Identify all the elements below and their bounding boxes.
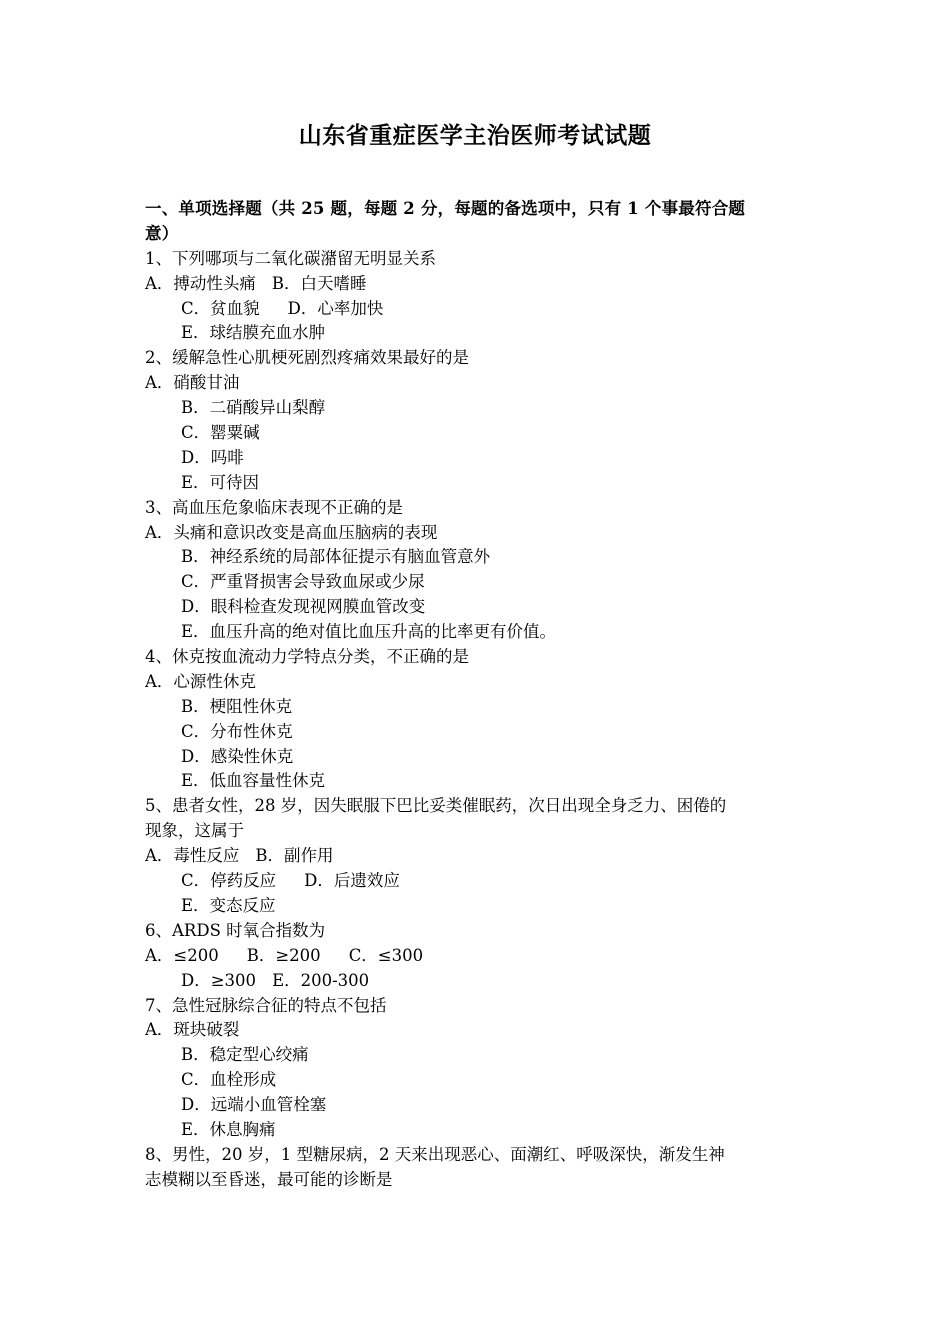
option-b: B．稳定型心绞痛 — [181, 1045, 309, 1065]
option-c: C．分布性休克 — [181, 721, 293, 741]
option-d: D．心率加快 — [287, 298, 384, 318]
option-a: A．斑块破裂 — [145, 1020, 240, 1040]
option-a: A．毒性反应 — [145, 846, 240, 866]
question-6-options-de — [145, 969, 810, 994]
option-c: C．贫血貌 — [181, 298, 260, 318]
option-e: E．低血容量性休克 — [181, 771, 326, 791]
exam-content — [145, 197, 810, 1193]
option-d: D．远端小血管栓塞 — [181, 1095, 327, 1115]
question-6-stem: 6、ARDS 时氧合指数为 — [145, 920, 326, 940]
option-e: E．血压升高的绝对值比血压升高的比率更有价值。 — [181, 622, 557, 642]
question-5-options-cd — [145, 869, 810, 894]
option-b: B．≥200 — [246, 945, 321, 965]
question-8-stem: 8、男性，20 岁，1 型糖尿病，2 天来出现恶心、面潮红、呼吸深快，渐发生神 — [145, 1144, 725, 1164]
question-2-stem: 2、缓解急性心肌梗死剧烈疼痛效果最好的是 — [145, 348, 469, 368]
option-d: D．感染性休克 — [181, 746, 294, 766]
option-a: A．头痛和意识改变是高血压脑病的表现 — [145, 522, 438, 542]
question-1-stem: 1、下列哪项与二氧化碳潴留无明显关系 — [145, 248, 436, 268]
question-6-options-abc — [145, 944, 810, 969]
option-d: D．眼科检查发现视网膜血管改变 — [181, 597, 426, 617]
question-1-options-ab — [145, 272, 810, 297]
option-c: C．罂粟碱 — [181, 423, 260, 443]
option-a: A．搏动性头痛 — [145, 273, 256, 293]
option-b: B．副作用 — [255, 846, 334, 866]
option-c: C．≤300 — [348, 945, 424, 965]
question-8-stem-cont: 志模糊以至昏迷，最可能的诊断是 — [145, 1169, 393, 1189]
option-e: E．200-300 — [272, 970, 370, 990]
option-d: D．≥300 — [181, 970, 257, 990]
page-title: 山东省重症医学主治医师考试试题 — [298, 122, 652, 149]
option-e: E．变态反应 — [181, 895, 276, 915]
option-c: C．停药反应 — [181, 871, 277, 891]
option-c: C．血栓形成 — [181, 1070, 277, 1090]
option-e: E．可待因 — [181, 472, 260, 492]
option-b: B．神经系统的局部体征提示有脑血管意外 — [181, 547, 491, 567]
option-c: C．严重肾损害会导致血尿或少尿 — [181, 572, 425, 592]
option-e: E．休息胸痛 — [181, 1119, 276, 1139]
option-a: A．≤200 — [145, 945, 219, 965]
option-a: A．心源性休克 — [145, 671, 256, 691]
option-d: D．吗啡 — [181, 447, 244, 467]
question-4-stem: 4、休克按血流动力学特点分类，不正确的是 — [145, 647, 469, 667]
question-1-options-cd — [145, 297, 810, 322]
option-d: D．后遗效应 — [304, 871, 400, 891]
option-a: A．硝酸甘油 — [145, 373, 240, 393]
question-5-stem: 5、患者女性，28 岁，因失眠服下巴比妥类催眠药，次日出现全身乏力、困倦的 — [145, 796, 727, 816]
section-heading: 一、单项选择题（共 25 题，每题 2 分，每题的备选项中，只有 1 个事最符合题 — [145, 199, 746, 218]
section-heading-cont: 意） — [145, 223, 179, 243]
option-b: B．梗阻性休克 — [181, 696, 293, 716]
question-5-options-ab — [145, 844, 810, 869]
question-3-stem: 3、高血压危象临床表现不正确的是 — [145, 497, 403, 517]
option-b: B．白天嗜睡 — [271, 273, 367, 293]
option-b: B．二硝酸异山梨醇 — [181, 398, 326, 418]
option-e: E．球结膜充血水肿 — [181, 323, 326, 343]
question-7-stem: 7、急性冠脉综合征的特点不包括 — [145, 995, 387, 1015]
question-5-stem-cont: 现象，这属于 — [145, 821, 244, 841]
